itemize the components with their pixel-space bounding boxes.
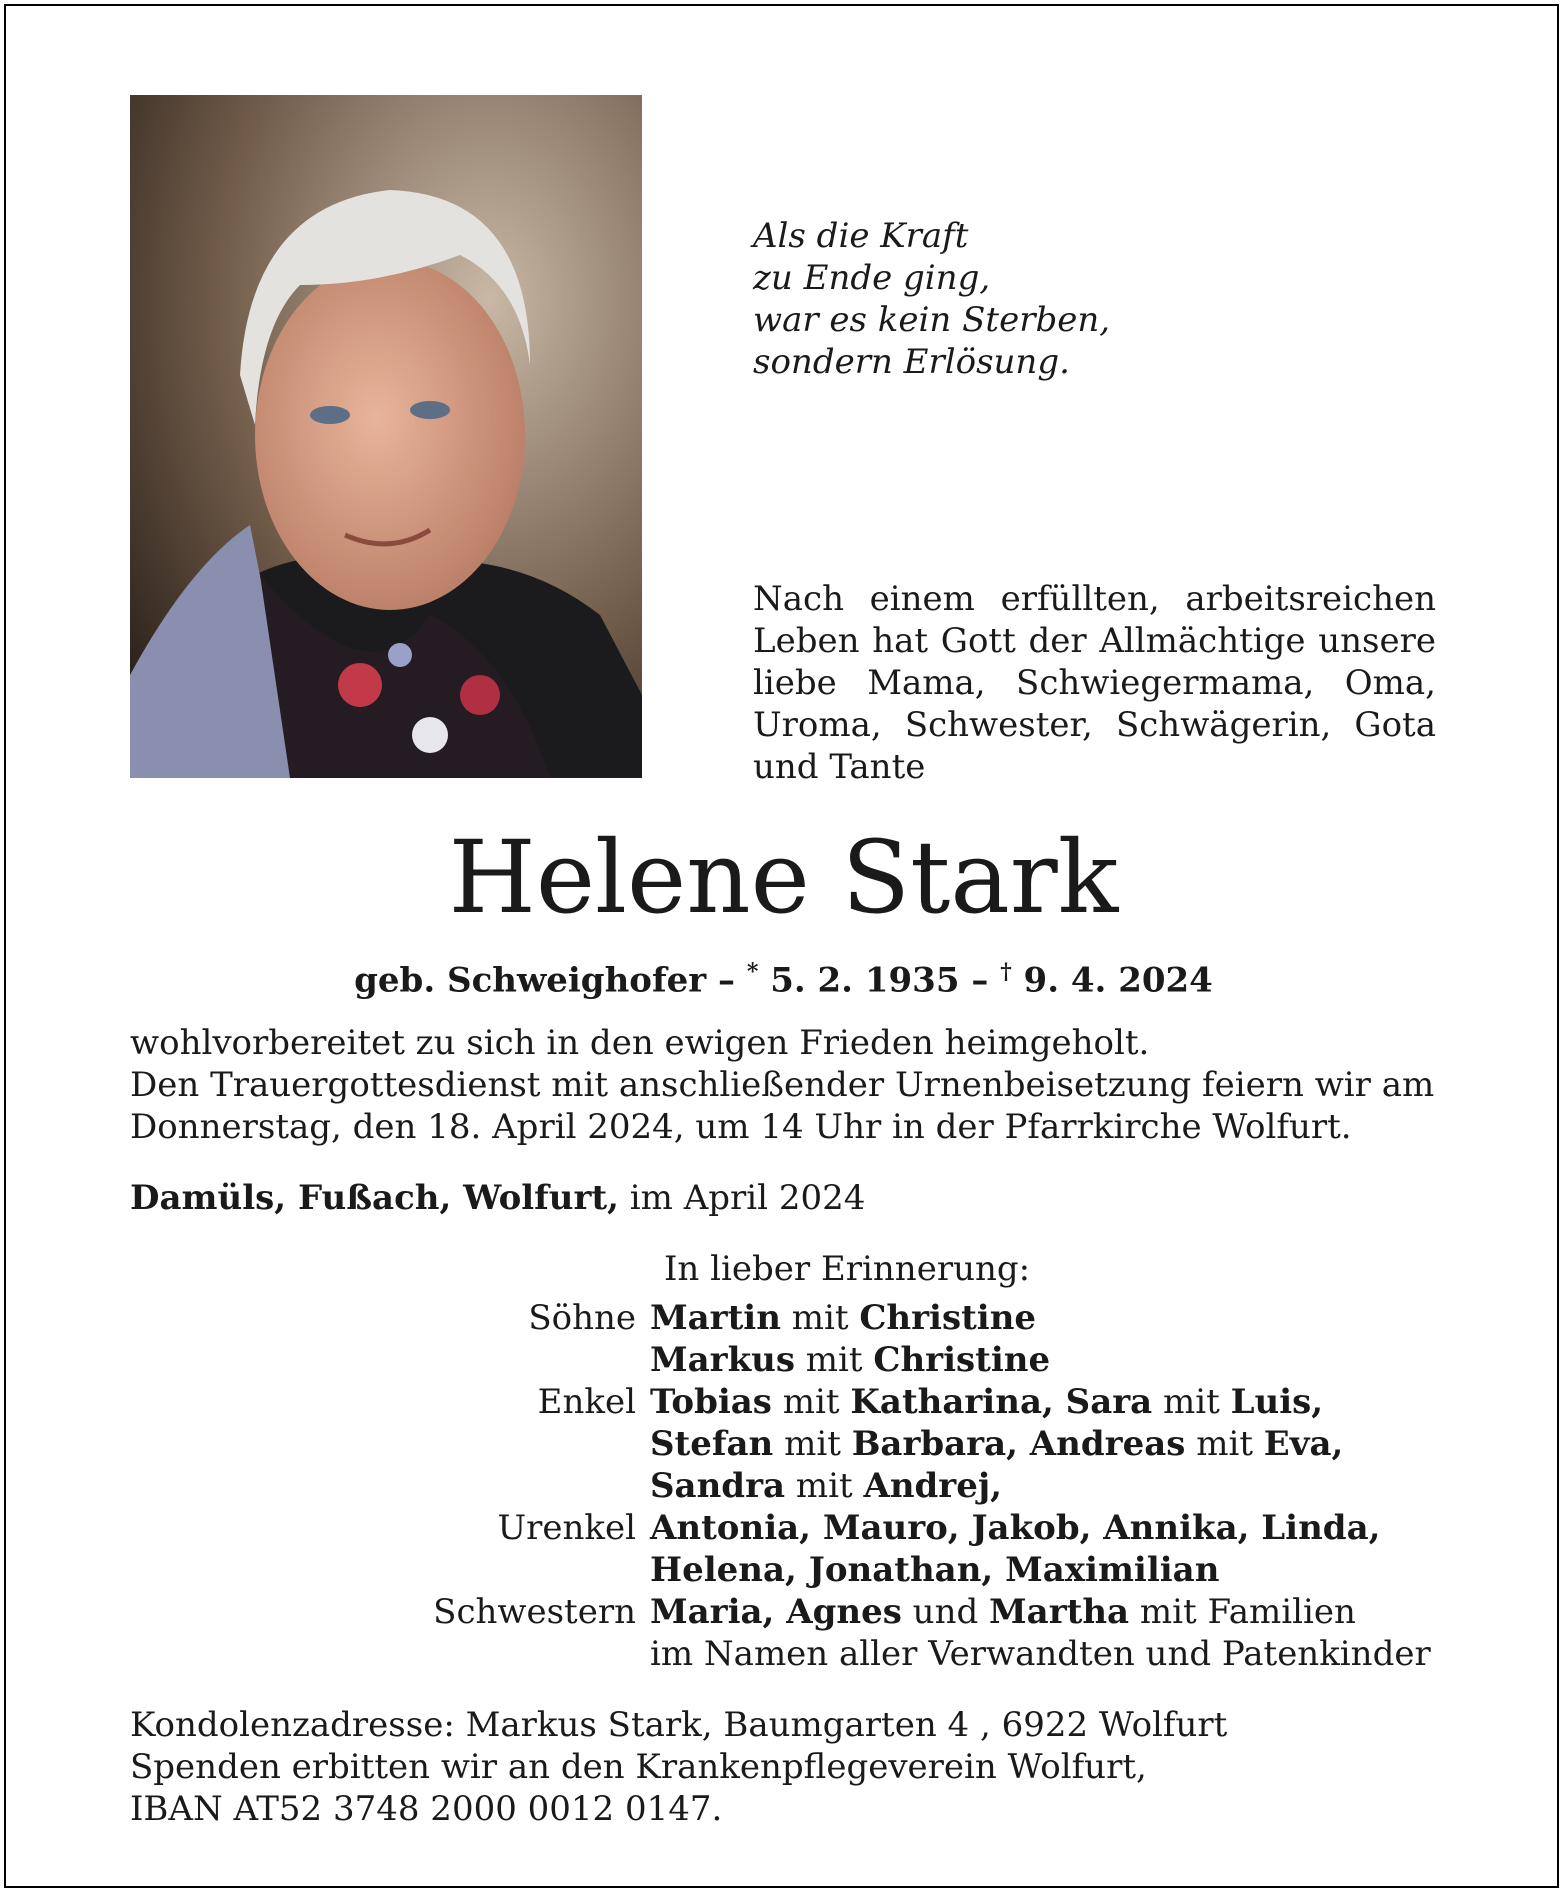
birth-mark: * [746,959,759,985]
family-row [130,1423,1440,1465]
memory-heading: In lieber Erinnerung: [664,1249,1031,1289]
family-row [130,1381,1440,1423]
month-year: im April 2024 [618,1178,866,1218]
person-name: Christine [859,1298,1037,1338]
relation-label: Schwestern [433,1592,636,1632]
relation-names [650,1423,1343,1465]
person-name: Sandra [650,1466,786,1506]
connector: und [901,1592,990,1632]
person-name: Maria, Agnes [650,1592,902,1632]
person-name: Markus [650,1340,795,1380]
condolence-address: Kondolenzadresse: Markus Stark, Baumgarten 4 , 6922 Wolfurt [130,1705,1228,1745]
person-name: Martha [989,1592,1130,1632]
relation-label: Söhne [528,1298,636,1338]
connector: mit [795,1340,874,1380]
connector: mit [1152,1382,1231,1422]
death-cross-icon: † [1000,959,1012,985]
family-row [130,1339,1440,1381]
person-name: Stefan [650,1424,774,1464]
person-name: Luis, [1230,1382,1324,1422]
connector: mit [1185,1424,1264,1464]
relation-label [130,1633,650,1675]
quote-line: Als die Kraft [753,216,969,256]
relation-names [650,1549,1219,1591]
intro-paragraph: Nach einem erfüllten, arbeitsreichen Leben hat Gott der Allmächtige unsere liebe Mama, Schwiegermama, Oma, Uroma, Schwester, Schwägerin, Gota und Tante [753,579,1436,787]
dash-separator: – [706,960,747,1001]
family-row [130,1633,1440,1675]
body-line: wohlvorbereitet zu sich in den ewigen Frieden heimgeholt. [130,1023,1150,1063]
dash-separator: – [959,960,1001,1001]
person-name: Martin [650,1298,781,1338]
relation-label [130,1339,650,1381]
person-name: Eva, [1263,1424,1344,1464]
relation-names [650,1507,1380,1549]
towns: Damüls, Fußach, Wolfurt, [130,1178,619,1218]
relation-names [650,1297,1036,1339]
person-name: Katharina, Sara [850,1382,1153,1422]
family-row [130,1507,1440,1549]
quote-line: war es kein Sterben, [753,300,1111,340]
place-date-line [130,1177,865,1219]
person-name: Antonia, Mauro, Jakob, Annika, Linda, [650,1508,1381,1548]
closing-line: im Namen aller Verwandten und Patenkinder [650,1634,1431,1674]
family-row [130,1549,1440,1591]
body-line: Den Trauergottesdienst mit anschließender Urnenbeisetzung feiern wir am [130,1065,1435,1105]
relation-label [130,1465,650,1507]
person-name: Barbara, Andreas [851,1424,1186,1464]
maiden-name: geb. Schweighofer [354,960,707,1001]
person-name: Andrej, [863,1466,1002,1506]
relation-names [650,1591,1356,1633]
family-row [130,1297,1440,1339]
connector: mit [780,1298,860,1338]
connector: mit [773,1424,852,1464]
person-name: Helena, Jonathan, Maximilian [650,1550,1220,1590]
person-name: Tobias [650,1382,772,1422]
relation-names [650,1339,1050,1381]
relation-label: Urenkel [497,1508,636,1548]
family-row [130,1591,1440,1633]
deceased-name: Helene Stark [448,819,1119,936]
relation-names [650,1381,1323,1423]
quote-line: sondern Erlösung. [753,342,1070,382]
person-name: Christine [873,1340,1051,1380]
relation-label: Enkel [537,1382,636,1422]
connector: mit [771,1382,851,1422]
portrait-photo [130,95,642,778]
service-announcement [130,1022,1440,1148]
connector: mit Familien [1129,1592,1356,1632]
iban-line: IBAN AT52 3748 2000 0012 0147. [130,1789,723,1829]
family-row [130,1465,1440,1507]
relation-names [650,1465,1002,1507]
birth-death-line [0,950,1567,1002]
birth-date: 5. 2. 1935 [758,960,960,1001]
connector: mit [785,1466,864,1506]
donation-note: Spenden erbitten wir an den Krankenpflegeverein Wolfurt, [130,1747,1147,1787]
relation-label [130,1549,650,1591]
body-line: Donnerstag, den 18. April 2024, um 14 Uhr in der Pfarrkirche Wolfurt. [130,1107,1352,1147]
condolence-footer [130,1704,1227,1830]
quote-line: zu Ende ging, [753,258,991,298]
relation-label [130,1423,650,1465]
death-date: 9. 4. 2024 [1011,960,1213,1001]
family-list [130,1297,1440,1675]
quote-poem [753,215,1110,383]
